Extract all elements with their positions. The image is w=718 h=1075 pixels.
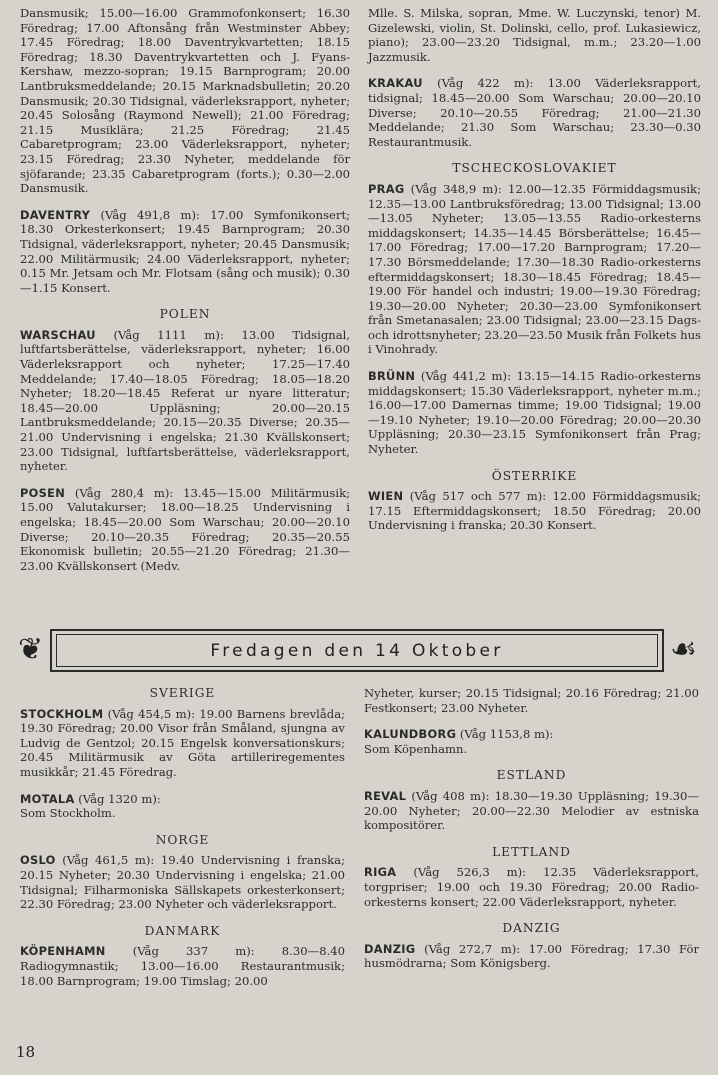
station-entry-oslo [20,853,345,911]
bottom-right-column [364,686,699,983]
top-right-column [368,6,701,545]
station-name: REVAL [364,788,407,803]
station-name: RIGA [364,865,397,880]
station-entry-riga [364,865,699,909]
station-entry-kalundborg [364,727,699,756]
station-program: 18.30—19.30 Uppläsning; 19.30—20.00 Nyheter; 20.00—22.30 Melodier av estniska kompositörer. [364,788,699,833]
station-entry-posen [20,486,350,574]
country-heading-norge: NORGE [155,832,210,847]
station-wavelength: (Våg 408 m): [411,788,490,803]
station-wavelength: (Våg 1320 m): [78,791,161,806]
day-title: Fredagen den 14 Oktober [210,641,504,661]
station-wavelength: (Våg 491,8 m): [100,207,200,222]
left-ornament-icon: ❦ [18,632,44,667]
continued-program-text: Dansmusik; 15.00—16.00 Grammofonkonsert; 16.30 Föredrag; 17.00 Aftonsång från Westminster Abbey; 17.45 Föredrag; 18.00 Daventrykvartetten; 18.15 Föredrag; 18.30 Daventrykvartetten och J. Fyans-Kershaw, mezzo-sopran; 19.15 Barnprogram; 20.00 Lantbruksmeddelande; 20.15 Marknadsbulletin; 20.20 Dansmusik; 20.30 Tidsignal, väderleksrapport, nyheter; 20.45 Solosång (Raymond Newell); 21.00 Föredrag; 21.15 Musiklära; 21.25 Föredrag; 21.45 Cabaretprogram; 23.00 Väderleksrapport, nyheter; 23.15 Föredrag; 23.30 Nyheter, meddelande för sjöfarande; 23.35 Cabaretprogram (forts.); 0.30—2.00 Dansmusik. [20,6,350,196]
country-heading-danzig: DANZIG [502,921,561,936]
station-name: KÖPENHAMN [20,944,106,959]
station-wavelength: (Våg 348,9 m): [410,181,502,196]
station-entry-prag [368,182,701,357]
station-wavelength: (Våg 272,7 m): [424,941,521,956]
station-name: STOCKHOLM [20,706,104,721]
station-name: DAVENTRY [20,207,91,222]
station-wavelength: (Våg 280,4 m): [74,485,174,500]
station-entry-wien [368,489,701,533]
station-entry-kopenhamn [20,944,345,988]
station-name: PRAG [368,181,405,196]
station-program: 12.00 Förmiddagsmusik; 17.15 Eftermiddagskonsert; 18.50 Föredrag; 20.00 Undervisning i franska; 20.30 Konsert. [368,489,702,533]
station-entry-motala [20,792,345,821]
continued-program-text: Mlle. S. Milska, sopran, Mme. W. Luczynski, tenor) M. Gizelewski, violin, St. Dolinski, cello, prof. Lukasiewicz, piano); 23.00—23.20 Tidsignal, m.m.; 23.20—1.00 Jazzmusik. [368,6,701,64]
country-heading-polen: POLEN [159,307,211,322]
station-program: 13.45—15.00 Militärmusik; 15.00 Valutakurser; 18.00—18.25 Undervisning i engelska; 18.45—20.00 Som Warschau; 20.00—20.10 Diverse; 20.10—20.35 Föredrag; 20.35—20.55 Ekonomisk bulletin; 20.55—21.20 Föredrag; 21.30—23.00 Kvällskonsert (Medv. [20,485,351,573]
station-name: POSEN [20,485,66,500]
station-wavelength: (Våg 1111 m): [113,327,224,342]
page-number: 18 [16,1043,36,1061]
country-heading-estland: ESTLAND [496,768,567,783]
station-wavelength: (Våg 517 och 577 m): [409,489,547,504]
station-name: WIEN [368,489,404,504]
station-entry-warschau [20,328,350,474]
station-program: 17.00 Föredrag; 17.30 För husmödrarna; Som Königsberg. [364,941,699,971]
country-heading-danmark: DANMARK [144,923,221,938]
station-program: 8.30—8.40 Radiogymnastik; 13.00—16.00 Restaurantmusik; 18.00 Barnprogram; 19.00 Timslag; 20.00 [20,944,346,988]
station-entry-krakau [368,76,701,149]
station-program: 17.00 Symfonikonsert; 18.30 Orkesterkonsert; 19.45 Barnprogram; 20.30 Tidsignal, väderleksrapport, nyheter; 20.45 Dansmusik; 22.00 Militärmusik; 24.00 Väderleksrapport, nyheter; 0.15 Mr. Jetsam och Mr. Flotsam (sång och musik); 0.30—1.15 Konsert. [20,207,351,295]
station-entry-reval [364,789,699,833]
top-left-column [20,6,350,585]
country-heading-tjeckoslovakiet: TSCHECKOSLOVAKIET [452,161,617,176]
station-name: MOTALA [20,791,75,806]
station-name: KALUNDBORG [364,727,457,742]
station-entry-stockholm [20,707,345,780]
station-program: 19.40 Undervisning i franska; 20.15 Nyheter; 20.30 Undervisning i engelska; 21.00 Tidsignal; Filharmoniska Sällskapets orkesterkonsert; 22.30 Föredrag; 23.00 Nyheter och väderleksrapport. [20,853,346,912]
station-program: 13.15—14.15 Radio-orkesterns middagskonsert; 15.30 Väderleksrapport, nyheter m.m.; 16.00—17.00 Damernas timme; 19.00 Tidsignal; 19.00—19.10 Nyheter; 19.10—20.00 Föredrag; 20.00—20.30 Uppläsning; 20.30—23.15 Symfonikonsert från Prag; Nyheter. [368,369,702,457]
right-ornament-icon: ☙ [670,632,697,667]
station-name: BRÜNN [368,369,416,384]
station-program: 19.00 Barnens brevlåda; 19.30 Föredrag; 20.00 Visor från Småland, sjungna av Ludvig de Gentzol; 20.15 Engelsk konversationskurs; 20.45 Militärmusik av Göta artilleriregementes musikkår; 21.45 Föredrag. [20,706,346,779]
station-program: Som Stockholm. [20,806,116,821]
station-name: OSLO [20,853,56,868]
bottom-left-column [20,686,345,1000]
country-heading-osterrike: ÖSTERRIKE [491,468,578,483]
station-entry-daventry [20,208,350,296]
station-name: WARSCHAU [20,327,96,342]
station-program: 12.35 Väderleksrapport, torgpriser; 19.00 och 19.30 Föredrag; 20.00 Radio-orkesterns konsert; 22.00 Väderleksrapport, nyheter. [364,865,699,909]
station-wavelength: (Våg 461,5 m): [62,853,155,868]
station-wavelength: (Våg 422 m): [437,76,534,91]
station-wavelength: (Våg 1153,8 m): [459,727,554,742]
station-program: Som Köpenhamn. [364,741,468,756]
station-program: 12.00—12.35 Förmiddagsmusik; 12.35—13.00 Lantbruksföredrag; 13.00 Tidsignal; 13.00—13.05 Nyheter; 13.05—13.55 Radio-orkesterns middagskonsert; 14.35—14.45 Börsberättelse; 16.45—17.00 Föredrag; 17.00—17.20 Barnprogram; 17.20—17.30 Börsmeddelande; 17.30—18.30 Radio-orkesterns eftermiddagskonsert; 18.30—18.45 Föredrag; 18.45—19.00 För handel och industri; 19.00—19.30 Föredrag; 19.30—20.00 Nyheter; 20.30—23.00 Symfonikonsert från Smetanasalen; 23.00 Tidsignal; 23.00—23.15 Dags- och idrottsnyheter; 23.20—23.50 Musik från Folkets hus i Vinohrady. [368,181,701,357]
station-wavelength: (Våg 441,2 m): [420,369,511,384]
station-wavelength: (Våg 454,5 m): [107,706,196,721]
station-name: KRAKAU [368,76,423,91]
station-wavelength: (Våg 526,3 m): [413,865,527,880]
day-header-box [50,629,664,672]
station-entry-danzig [364,942,699,971]
station-program: 13.00 Tidsignal, luftfartsberättelse, väderleksrapport, nyheter; 16.00 Väderleksrapport och nyheter; 17.25—17.40 Meddelande; 17.40—18.05 Föredrag; 18.05—18.20 Nyheter; 18.20—18.45 Referat ur nyare litteratur; 18.45—20.00 Uppläsning; 20.00—20.15 Lantbruksmeddelande; 20.15—20.35 Diverse; 20.35—21.00 Undervisning i engelska; 21.30 Kvällskonsert; 23.00 Tidsignal, luftfartsberättelse, väderleksrapport, nyheter. [20,327,351,474]
station-entry-brunn [368,369,701,457]
station-name: DANZIG [364,941,416,956]
country-heading-lettland: LETTLAND [492,844,571,859]
station-program: 13.00 Väderleksrapport, tidsignal; 18.45—20.00 Som Warschau; 20.00—20.10 Diverse; 20.10—20.55 Föredrag; 21.00—21.30 Meddelande; 21.30 Som Warschau; 23.30—0.30 Restaurantmusik. [368,76,701,149]
continued-program-text: Nyheter, kurser; 20.15 Tidsignal; 20.16 Föredrag; 21.00 Festkonsert; 23.00 Nyheter. [364,686,699,715]
country-heading-sverige: SVERIGE [149,686,216,700]
station-wavelength: (Våg 337 m): [132,944,255,959]
